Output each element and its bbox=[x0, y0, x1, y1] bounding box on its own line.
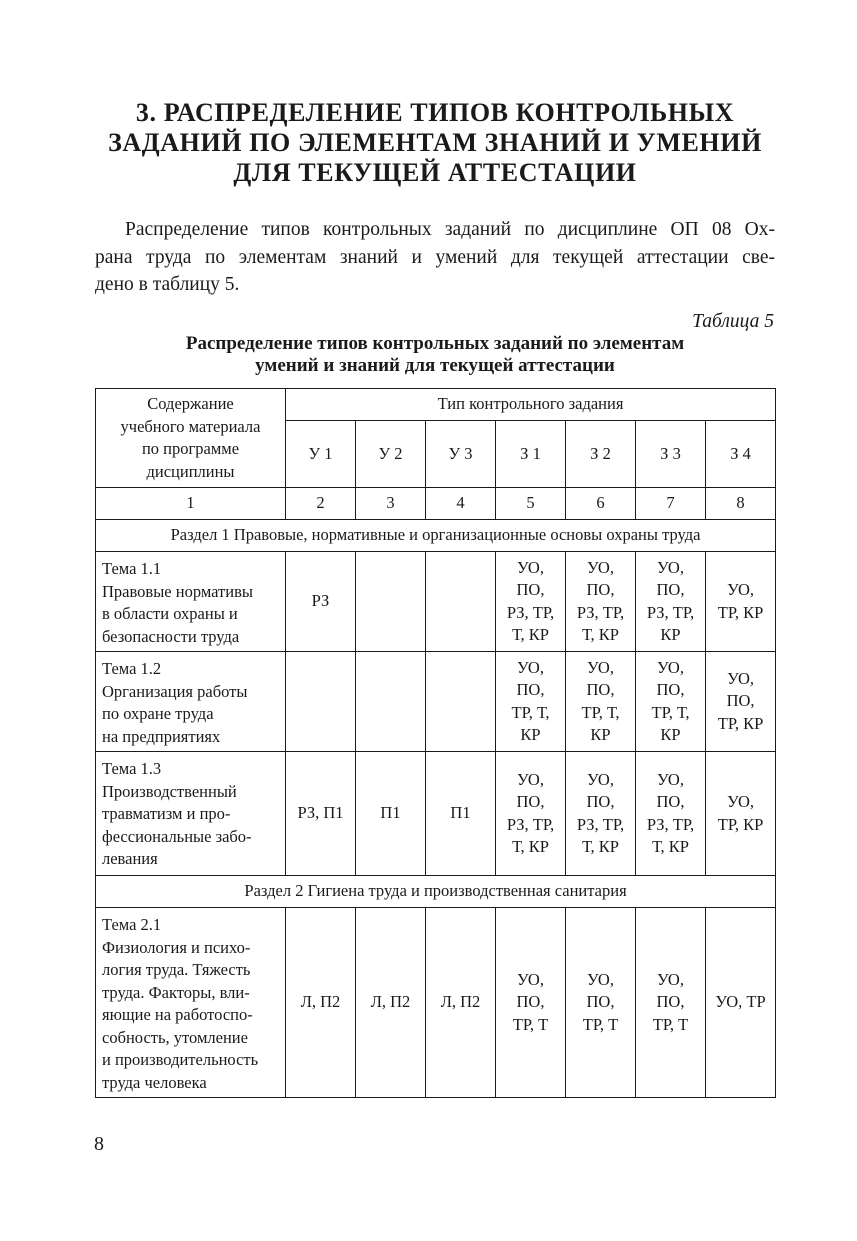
assessment-table bbox=[95, 388, 776, 1098]
column-header-cell: З 4 bbox=[706, 421, 776, 488]
task-type-line: ПО, bbox=[656, 580, 685, 599]
task-type-line: Т, КР bbox=[582, 625, 619, 644]
section-2-cell: Раздел 2 Гигиена труда и производственная санитария bbox=[96, 876, 776, 908]
table-row bbox=[96, 652, 776, 752]
task-type-line: ТР, Т bbox=[652, 1014, 689, 1034]
table-row bbox=[96, 908, 776, 1098]
task-type-line: УО, bbox=[657, 969, 684, 989]
header-content-line: Содержание bbox=[147, 394, 234, 413]
topic-line: труда. Факторы, вли- bbox=[102, 982, 250, 1002]
heading-line: 3. РАСПРЕДЕЛЕНИЕ ТИПОВ КОНТРОЛЬНЫХ bbox=[135, 98, 735, 127]
task-type-line: Т, КР bbox=[512, 837, 549, 856]
task-type-line: УО, ТР bbox=[715, 992, 766, 1012]
caption-line: умений и знаний для текущей аттестации bbox=[255, 355, 615, 376]
paragraph-line: рана труда по элементам знаний и умений для текущей аттестации све- bbox=[95, 246, 775, 268]
paragraph-line: Распределение типов контрольных заданий по дисциплине ОП 08 Ох- bbox=[125, 219, 775, 240]
header-content-line: учебного материала bbox=[120, 416, 261, 436]
section-row bbox=[96, 876, 776, 908]
task-type-line: ПО, bbox=[516, 680, 545, 699]
section-heading bbox=[60, 98, 810, 188]
topic-line: логия труда. Тяжесть bbox=[102, 960, 251, 979]
task-type-cell bbox=[636, 552, 706, 652]
task-type-cell bbox=[286, 652, 356, 752]
task-type-line: ПО, bbox=[516, 792, 545, 811]
task-type-cell bbox=[566, 552, 636, 652]
task-type-line: ТР, Т bbox=[512, 1014, 549, 1034]
column-number-cell: 2 bbox=[286, 488, 356, 520]
task-type-line: УО, bbox=[517, 969, 544, 989]
task-type-line: П1 bbox=[380, 803, 401, 823]
task-type-cell bbox=[706, 652, 776, 752]
column-number-cell: 3 bbox=[356, 488, 426, 520]
task-type-cell bbox=[706, 552, 776, 652]
task-type-cell bbox=[356, 752, 426, 876]
task-type-line: УО, bbox=[727, 668, 754, 688]
column-header-cell: У 2 bbox=[356, 421, 426, 488]
topic-line: травматизм и про- bbox=[102, 804, 231, 823]
topic-line: Тема 2.1 bbox=[102, 915, 162, 934]
task-type-line: ТР, Т, bbox=[511, 702, 550, 722]
task-type-line: Л, П2 bbox=[300, 992, 341, 1012]
task-type-line: Т, КР bbox=[512, 625, 549, 644]
task-type-line: УО, bbox=[727, 792, 754, 811]
task-type-line: ПО, bbox=[516, 992, 545, 1012]
task-type-cell bbox=[356, 908, 426, 1098]
task-type-line: УО, bbox=[517, 557, 544, 577]
header-content-line: по программе bbox=[141, 439, 240, 458]
task-type-cell bbox=[426, 752, 496, 876]
task-type-cell bbox=[706, 752, 776, 876]
header-content-line: дисциплины bbox=[146, 461, 235, 481]
task-type-line: УО, bbox=[727, 580, 754, 599]
task-type-line: ПО, bbox=[516, 580, 545, 599]
task-type-line: Л, П2 bbox=[370, 992, 411, 1012]
topic-line: левания bbox=[102, 849, 158, 868]
task-type-line: ПО, bbox=[656, 680, 685, 699]
task-type-line: ПО, bbox=[586, 992, 615, 1012]
task-type-line: УО, bbox=[587, 557, 614, 577]
task-type-line: ПО, bbox=[656, 792, 685, 811]
topic-cell bbox=[96, 652, 286, 752]
task-type-line: УО, bbox=[587, 769, 614, 789]
task-type-cell bbox=[426, 652, 496, 752]
task-type-line: УО, bbox=[587, 657, 614, 677]
task-type-line: ТР, КР bbox=[717, 814, 764, 834]
task-type-cell bbox=[636, 652, 706, 752]
task-type-cell bbox=[636, 752, 706, 876]
header-content-cell bbox=[96, 389, 286, 488]
topic-line: безопасности труда bbox=[102, 626, 240, 646]
section-row bbox=[96, 520, 776, 552]
column-number-cell: 4 bbox=[426, 488, 496, 520]
task-type-cell bbox=[496, 908, 566, 1098]
column-header-cell: З 2 bbox=[566, 421, 636, 488]
task-type-line: УО, bbox=[657, 657, 684, 677]
topic-line: Производственный bbox=[102, 781, 237, 801]
topic-line: Организация работы bbox=[102, 681, 248, 701]
column-header-cell: З 1 bbox=[496, 421, 566, 488]
topic-line: на предприятиях bbox=[102, 726, 221, 746]
task-type-line: Т, КР bbox=[652, 837, 689, 856]
topic-line: Тема 1.3 bbox=[102, 759, 162, 778]
task-type-cell bbox=[566, 908, 636, 1098]
task-type-cell bbox=[426, 908, 496, 1098]
column-header-cell: У 3 bbox=[426, 421, 496, 488]
task-type-line: ТР, Т, bbox=[581, 702, 620, 722]
table-caption bbox=[95, 333, 775, 377]
topic-line: Физиология и психо- bbox=[102, 937, 251, 957]
column-number-cell: 7 bbox=[636, 488, 706, 520]
task-type-line: РЗ, ТР, bbox=[646, 602, 695, 622]
page-number: 8 bbox=[94, 1133, 104, 1155]
task-type-line: КР bbox=[660, 625, 681, 644]
task-type-line: РЗ, ТР, bbox=[506, 814, 555, 834]
table-row bbox=[96, 752, 776, 876]
task-type-cell bbox=[566, 752, 636, 876]
task-type-cell bbox=[566, 652, 636, 752]
column-number-cell: 1 bbox=[96, 488, 286, 520]
task-type-cell bbox=[496, 652, 566, 752]
task-type-line: УО, bbox=[517, 657, 544, 677]
task-type-line: П1 bbox=[450, 803, 471, 823]
header-type-cell: Тип контрольного задания bbox=[286, 389, 776, 421]
task-type-line: УО, bbox=[587, 969, 614, 989]
task-type-line: Т, КР bbox=[582, 837, 619, 856]
task-type-line: РЗ, ТР, bbox=[646, 814, 695, 834]
task-type-cell bbox=[496, 552, 566, 652]
task-type-line: ТР, Т bbox=[582, 1014, 619, 1034]
topic-line: Тема 1.1 bbox=[102, 559, 162, 578]
task-type-line: ТР, Т, bbox=[651, 702, 690, 722]
task-type-line: РЗ, ТР, bbox=[506, 602, 555, 622]
topic-line: Правовые нормативы bbox=[102, 581, 253, 601]
column-header-cell: У 1 bbox=[286, 421, 356, 488]
task-type-cell bbox=[356, 652, 426, 752]
number-row bbox=[96, 488, 776, 520]
task-type-line: РЗ bbox=[311, 591, 330, 611]
topic-line: яющие на работоспо- bbox=[102, 1005, 253, 1024]
topic-cell bbox=[96, 552, 286, 652]
task-type-line: ПО, bbox=[586, 580, 615, 599]
task-type-cell bbox=[286, 552, 356, 652]
task-type-line: УО, bbox=[517, 769, 544, 789]
topic-line: и производительность bbox=[102, 1050, 259, 1069]
task-type-line: ПО, bbox=[656, 992, 685, 1012]
task-type-cell bbox=[356, 552, 426, 652]
intro-paragraph bbox=[95, 216, 775, 299]
section-1-cell: Раздел 1 Правовые, нормативные и организационные основы охраны труда bbox=[96, 520, 776, 552]
column-number-cell: 6 bbox=[566, 488, 636, 520]
task-type-cell bbox=[706, 908, 776, 1098]
task-type-line: ТР, КР bbox=[717, 602, 764, 622]
task-type-line: ПО, bbox=[586, 680, 615, 699]
topic-line: Тема 1.2 bbox=[102, 659, 162, 678]
task-type-cell bbox=[286, 908, 356, 1098]
task-type-line: КР bbox=[590, 725, 611, 744]
header-row bbox=[96, 389, 776, 421]
task-type-line: ПО, bbox=[726, 691, 755, 711]
task-type-line: КР bbox=[660, 725, 681, 744]
task-type-line: РЗ, П1 bbox=[297, 803, 344, 823]
task-type-line: ПО, bbox=[586, 792, 615, 811]
task-type-cell bbox=[286, 752, 356, 876]
topic-cell bbox=[96, 752, 286, 876]
task-type-cell bbox=[426, 552, 496, 652]
heading-line: ЗАДАНИЙ ПО ЭЛЕМЕНТАМ ЗНАНИЙ И УМЕНИЙ bbox=[108, 128, 762, 157]
task-type-line: РЗ, ТР, bbox=[576, 814, 625, 834]
column-number-cell: 8 bbox=[706, 488, 776, 520]
heading-line: ДЛЯ ТЕКУЩЕЙ АТТЕСТАЦИИ bbox=[233, 158, 637, 187]
column-header-cell: З 3 bbox=[636, 421, 706, 488]
task-type-line: УО, bbox=[657, 769, 684, 789]
topic-line: труда человека bbox=[102, 1072, 207, 1092]
task-type-line: УО, bbox=[657, 557, 684, 577]
task-type-cell bbox=[496, 752, 566, 876]
task-type-line: Л, П2 bbox=[440, 992, 481, 1012]
topic-line: фессиональные забо- bbox=[102, 826, 252, 846]
topic-line: по охране труда bbox=[102, 704, 214, 723]
task-type-line: РЗ, ТР, bbox=[576, 602, 625, 622]
task-type-cell bbox=[636, 908, 706, 1098]
column-number-cell: 5 bbox=[496, 488, 566, 520]
paragraph-line: дено в таблицу 5. bbox=[95, 274, 240, 295]
topic-cell bbox=[96, 908, 286, 1098]
task-type-line: ТР, КР bbox=[717, 713, 764, 733]
topic-line: собность, утомление bbox=[102, 1027, 248, 1047]
table-row bbox=[96, 552, 776, 652]
topic-line: в области охраны и bbox=[102, 604, 238, 623]
table-label: Таблица 5 bbox=[692, 311, 774, 332]
caption-line: Распределение типов контрольных заданий по элементам bbox=[185, 333, 685, 354]
task-type-line: КР bbox=[520, 725, 541, 744]
